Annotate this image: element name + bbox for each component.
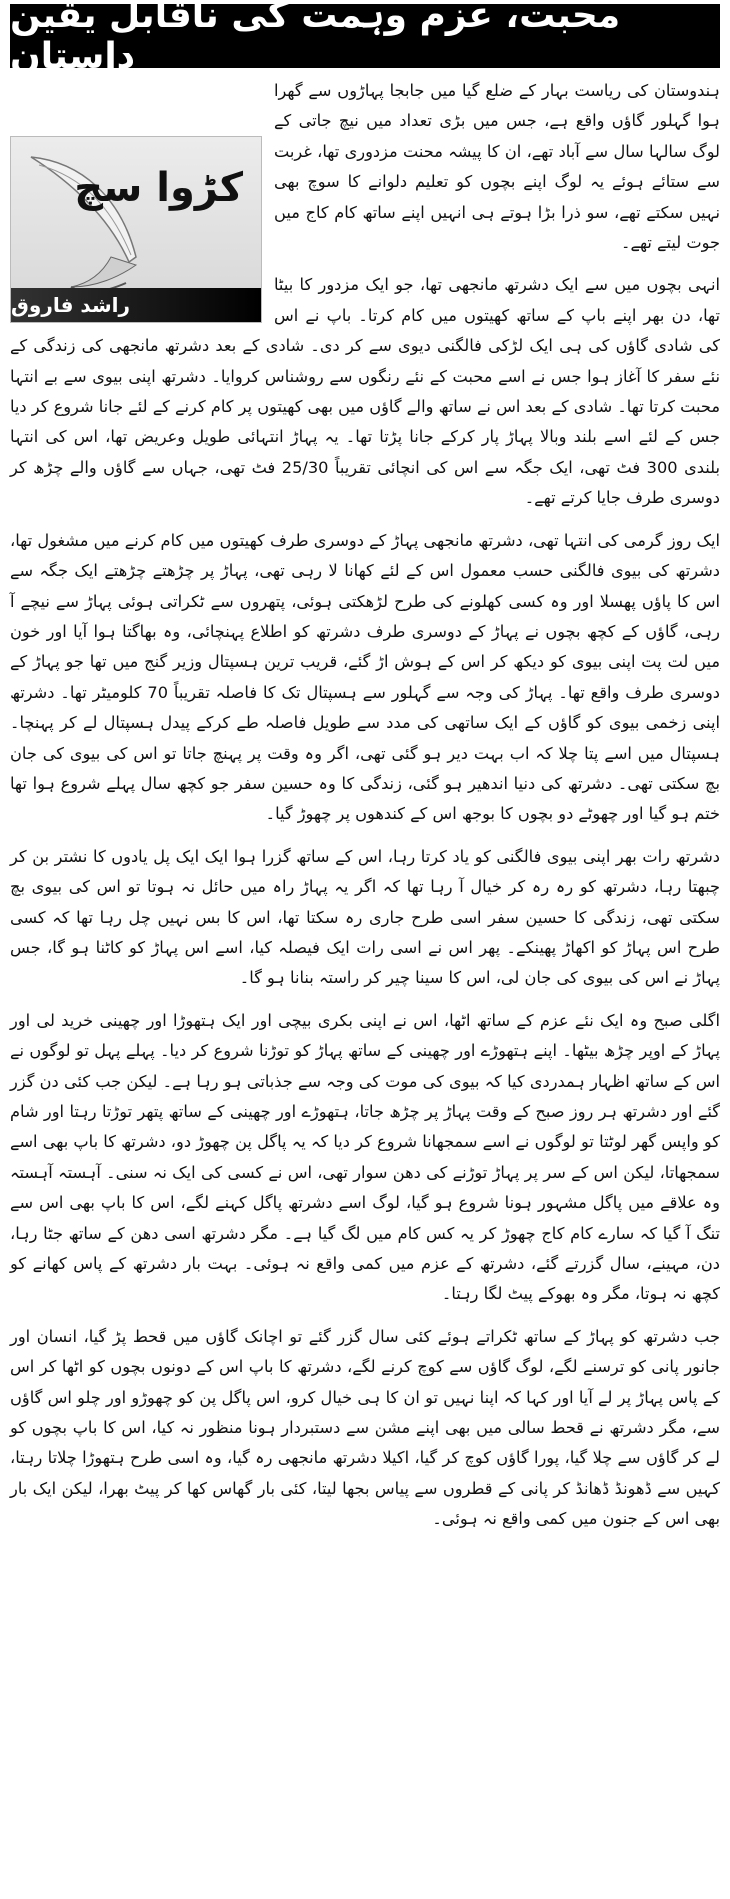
headline: محبت، عزم وہمت کی ناقابل یقین داستان: [10, 0, 621, 77]
headline-bar: [10, 0, 720, 77]
paragraph-5: اگلی صبح وہ ایک نئے عزم کے ساتھ اٹھا، اس نے اپنی بکری بیچی اور ایک ہتھوڑا اور چھینی خرید لی اور پہاڑ کے اوپر چڑھ بیٹھا۔ اپنے ہتھوڑے اور چھینی کے ساتھ پہاڑ کو توڑنا شروع کر دیا۔ پہلے پہل تو لوگوں نے اس کے ساتھ اظہار ہمدردی کیا کہ بیوی کی موت کی وجہ سے جذباتی ہو رہا ہے۔ لیکن جب کئی دن گزر گئے اور دشرتھ ہر روز صبح کے وقت پہاڑ پر چڑھ جاتا، ہتھوڑے اور چھینی کے ساتھ پتھر توڑتا رہتا اور شام کو واپس گھر لوٹتا تو لوگوں نے اسے سمجھانا شروع کر دیا کہ یہ پاگل پن چھوڑ دو، دشرتھ کا باپ بھی اسے سمجھاتا، لیکن اس کے سر پر پہاڑ توڑنے کی دھن سوار تھی، اس نے کسی کی ایک نہ سنی۔ آہستہ آہستہ وہ علاقے میں پاگل مشہور ہونا شروع ہو گیا، لوگ اسے دشرتھ پاگل کہنے لگے، اس کا باپ بھی اس سے تنگ آ گیا کہ سارے کام کاج چھوڑ کر یہ کس کام میں لگ گیا ہے۔ مگر دشرتھ اسی دھن کے ساتھ جٹا رہا، دن، مہینے، سال گزرتے گئے، دشرتھ کے عزم میں کمی واقع نہ ہوئی۔ بہت بار دشرتھ کے پاس کھانے کو کچھ نہ ہوتا، مگر وہ بھوکے پیٹ لگا رہتا۔: [10, 1010, 720, 1304]
paragraph-1: [10, 76, 720, 317]
column-name: کڑوا سچ: [74, 165, 243, 211]
author-strip: [11, 288, 261, 322]
column-logo-box: [10, 136, 262, 323]
paragraph-6: جب دشرتھ کو پہاڑ کے ساتھ ٹکراتے ہوئے کئی سال گزر گئے تو اچانک گاؤں میں قحط پڑ گیا، انسان اور جانور پانی کو ترسنے لگے، لوگ گاؤں سے کوچ کرنے لگے، دشرتھ کا باپ اس کے دونوں بچوں کو اٹھا کر اس کے پاس پہاڑ پر لے آیا اور کہا کہ اپنا نہیں تو ان کا ہی خیال کرو، اس پاگل پن کو چھوڑو اور چلو اس گاؤں سے، مگر دشرتھ نے قحط سالی میں بھی اپنے مشن سے دستبردار ہونا منظور نہ کیا، اس کا باپ بچوں کو لے کر گاؤں سے چلا گیا، پورا گاؤں کوچ کر گیا، اکیلا دشرتھ مانجھی رہ گیا، وہ اسی طرح ہتھوڑا چلاتا رہتا، کہیں سے ڈھونڈ ڈھانڈ کر پانی کے قطروں سے پیاس بجھا لیتا، کئی بار گھاس کھا کر پیٹ بھرا، لیکن ایک بار بھی اس کے جنون میں کمی واقع نہ ہوئی۔: [10, 1326, 720, 1529]
paragraph-3: ایک روز گرمی کی انتہا تھی، دشرتھ مانجھی پہاڑ کے دوسری طرف کھیتوں میں کام کرنے میں مشغول تھا، دشرتھ کی بیوی فالگنی حسب معمول اس کے لئے کھانا لا رہی تھی، پہاڑ پر چڑھتے چڑھتے ایک جگہ سے اس کا پاؤں پھسلا اور وہ کسی کھلونے کی طرح لڑھکتی ہوئی، پتھروں سے ٹکراتی ہوئی پہاڑ سے نیچے آ رہی، گاؤں کے کچھ بچوں نے پہاڑ کے دوسری طرف دشرتھ کو اطلاع پہنچائی، وہ بھاگتا ہوا آیا اور خون میں لت پت اپنی بیوی کو دیکھ کر اس کے ہوش اڑ گئے، قریب ترین ہسپتال وزیر گنج میں تھا جو پہاڑ کے دوسری طرف واقع تھا۔ پہاڑ کی وجہ سے گہلور سے ہسپتال تک کا فاصلہ تقریباً 70 کلومیٹر تھا۔ دشرتھ اپنی زخمی بیوی کو گاؤں کے ایک ساتھی کی مدد سے طویل فاصلہ طے کرکے پیدل ہسپتال لے کر پہنچا۔ ہسپتال میں اسے پتا چلا کہ اب بہت دیر ہو گئی تھی، اگر وہ وقت پر پہنچ جاتا تو اس کی بیوی کی جان بچ سکتی تھی۔ دشرتھ کی دنیا اندھیر ہو گئی، زندگی کا وہ حسین سفر جو کچھ سال پہلے شروع ہوا تھا ختم ہو گیا اور چھوٹے دو بچوں کا بوجھ اس کے کندھوں پر چھوڑ گیا۔: [10, 530, 720, 824]
paragraph-4: دشرتھ رات بھر اپنی بیوی فالگنی کو یاد کرتا رہا، اس کے ساتھ گزرا ہوا ایک ایک پل یادوں کا نشتر بن کر چبھتا رہا، دشرتھ کو رہ رہ کر خیال آ رہا تھا کہ اگر یہ پہاڑ راہ میں حائل نہ ہوتا تو اس کی بیوی بچ سکتی تھی، زندگی کا حسین سفر اسی طرح جاری رہ سکتا تھا، اس کا بس نہیں چل رہا تھا کہ کسی طرح اس پہاڑ کو اکھاڑ پھینکے۔ پھر اس نے اسی رات ایک فیصلہ کیا، اسے اس پہاڑ کو کاٹنا ہو گا، جس پہاڑ نے اس کی بیوی کی جان لی، اس کا سینا چیر کر راستہ بنانا ہو گا۔: [10, 846, 720, 988]
article-body: [10, 76, 720, 1896]
paragraph-1-text: ہندوستان کی ریاست بہار کے ضلع گیا میں جابجا پہاڑوں سے گھرا ہوا گہلور گاؤں واقع ہے، جس میں بڑی تعداد میں نیچ جاتی کے لوگ سالہا سال سے آباد تھے، ان کا پیشہ محنت مزدوری تھا، غربت سے ستائے ہوئے یہ لوگ اپنے بچوں کو تعلیم دلوانے کا سوچ بھی نہیں سکتے تھے، سو ذرا بڑا ہوتے ہی انہیں اپنے ساتھ کام کاج میں جوت لیتے تھے۔: [274, 81, 720, 253]
paragraph-2: انہی بچوں میں سے ایک دشرتھ مانجھی تھا، جو ایک مزدور کا بیٹا تھا، دن بھر اپنے باپ کے ساتھ کھیتوں میں کام کرتا۔ باپ نے اس کی شادی گاؤں کی ہی ایک لڑکی فالگنی دیوی سے کر دی۔ شادی کے بعد دشرتھ مانجھی کی زندگی کے نئے سفر کا آغاز ہوا جس نے اسے محبت کے نئے رنگوں سے روشناس کروایا۔ دشرتھ اپنی بیوی سے بے انتہا محبت کرتا تھا۔ شادی کے بعد اس نے ساتھ والے گاؤں میں بھی کھیتوں پر کام کرنے کے لئے جانا شروع کر دیا جس کے لئے اسے بلند وبالا پہاڑ پار کرکے جانا پڑتا تھا۔ یہ پہاڑ انتہائی طویل وعریض تھا، اس کی انتہا بلندی 300 فٹ تھی، ایک جگہ سے اس کی انچائی تقریباً 25/30 فٹ تھی، جہاں سے گاؤں والے چڑھ کر دوسری طرف جایا کرتے تھے۔: [10, 275, 721, 508]
author-name: راشد فاروق: [11, 292, 130, 317]
